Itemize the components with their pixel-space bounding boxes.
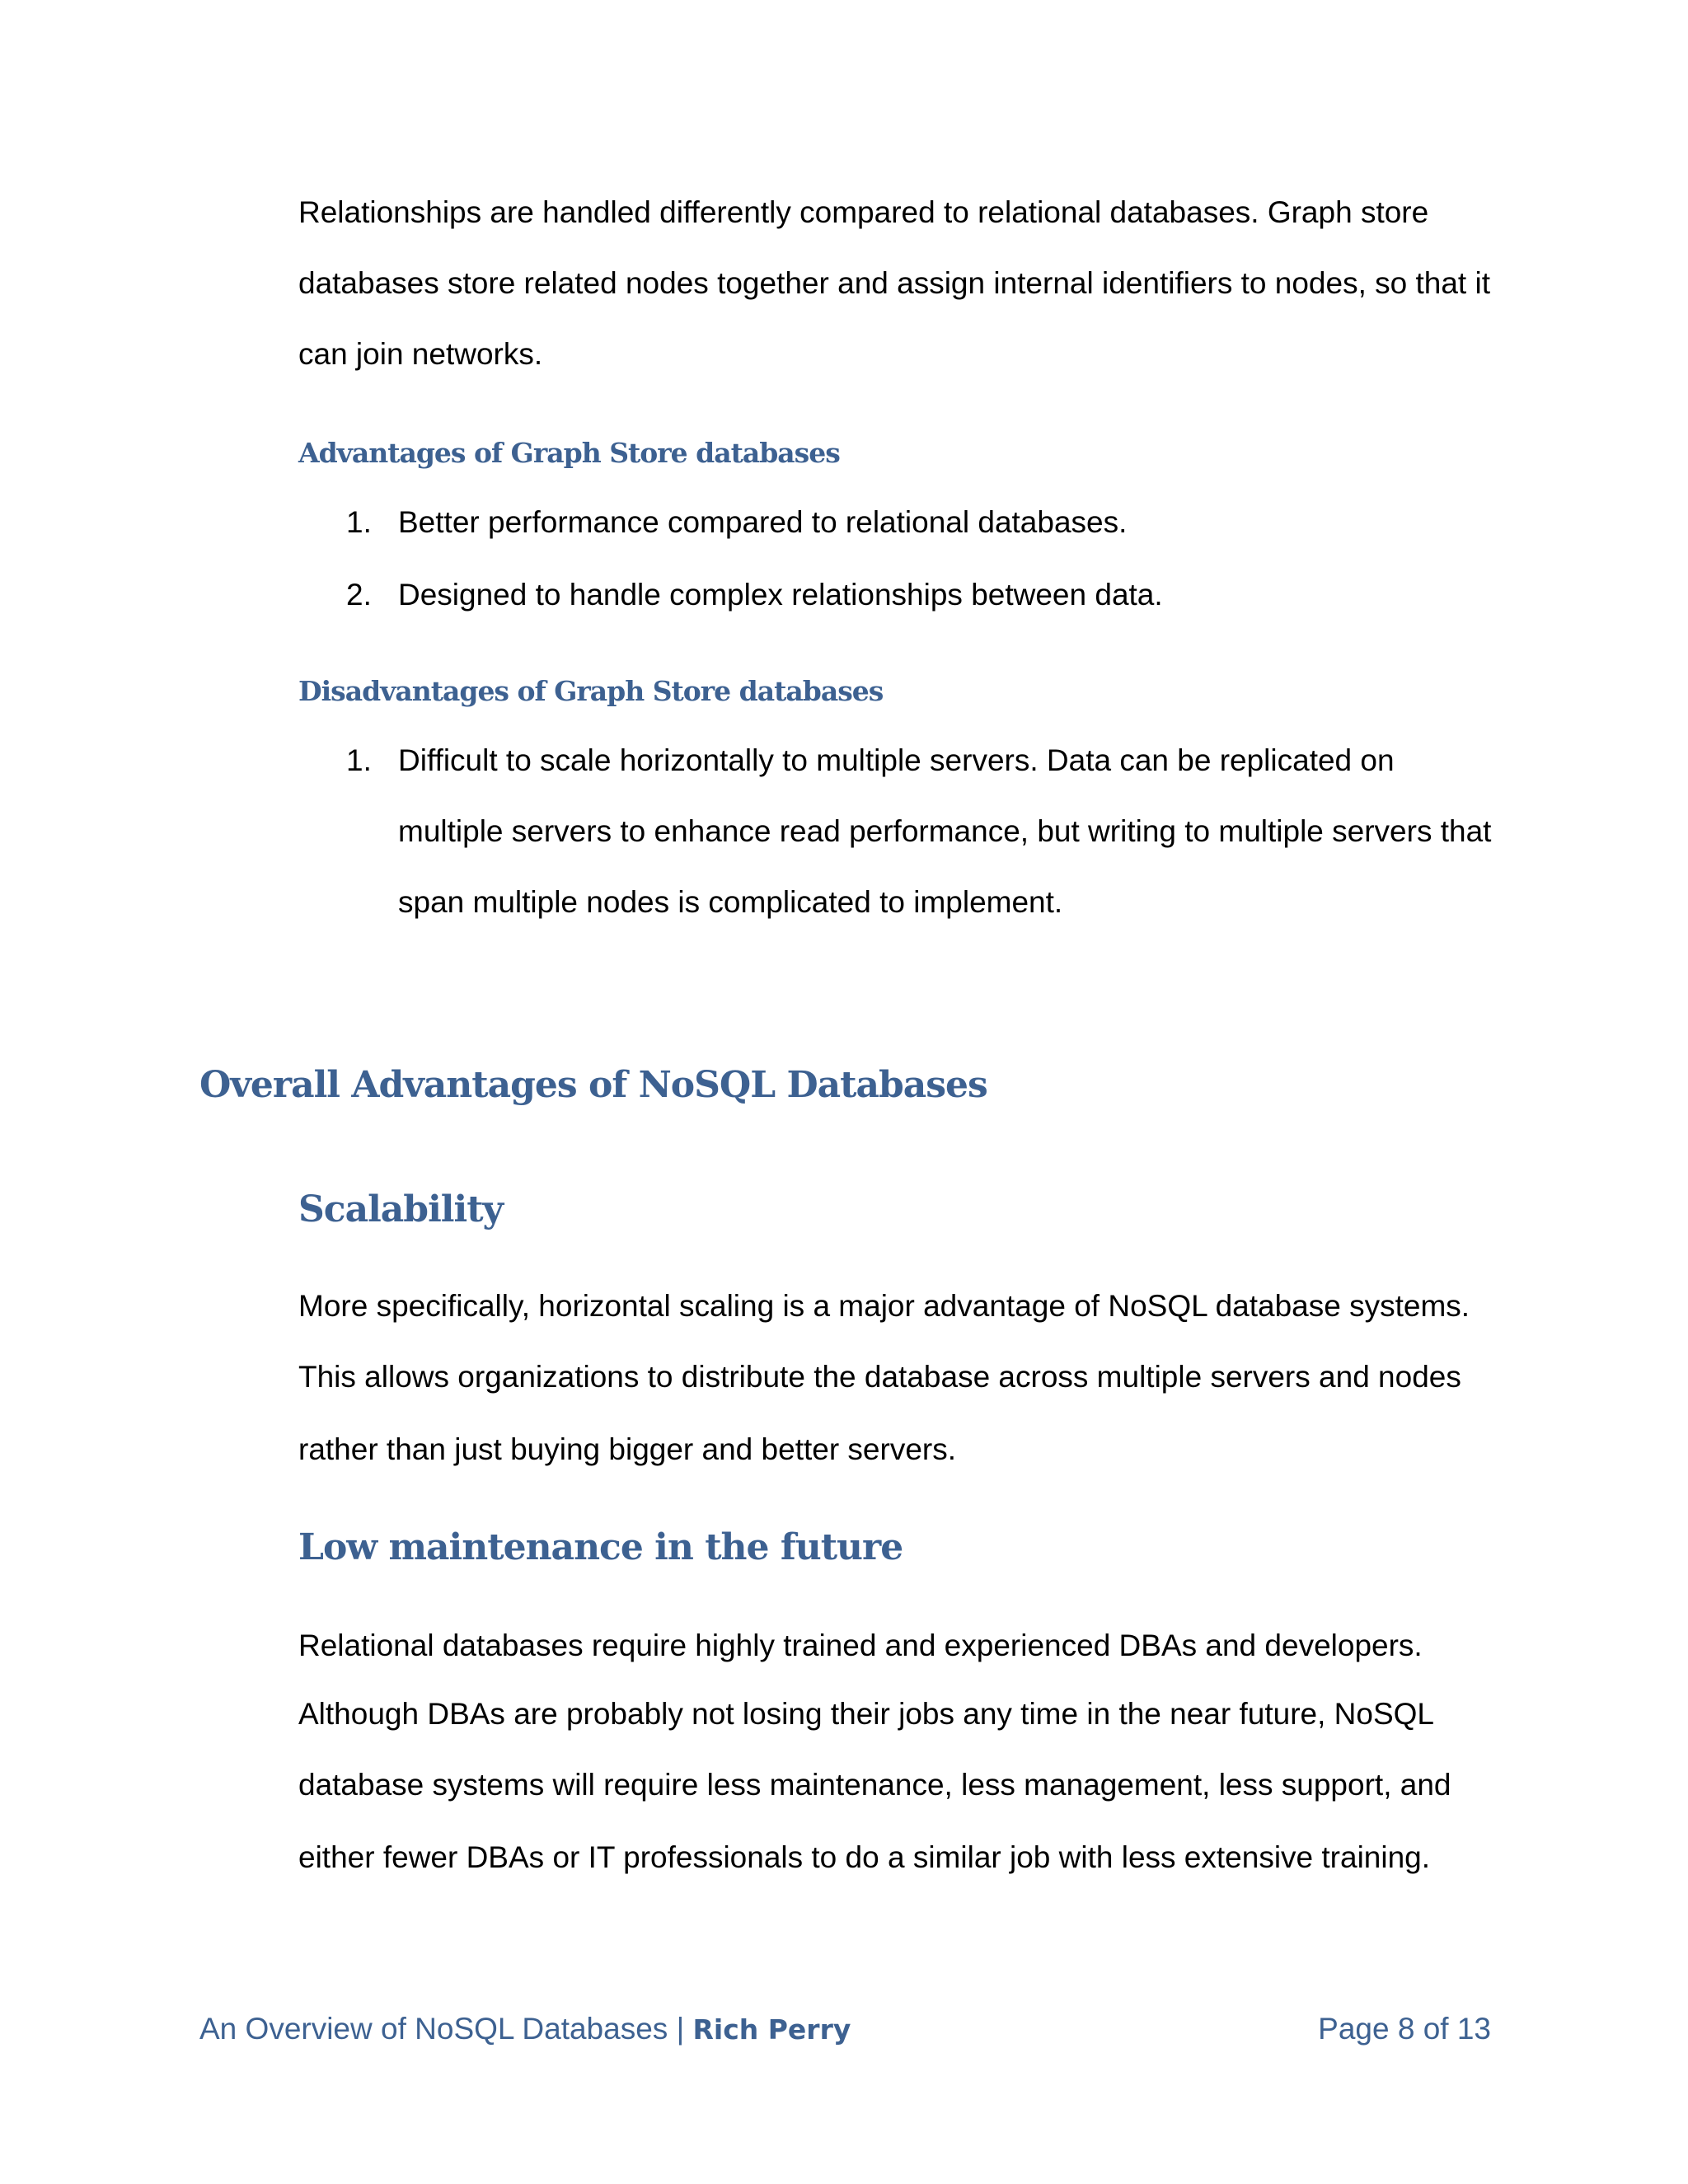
low-maintenance-line: database systems will require less maintenance, less management, less support, and bbox=[298, 1768, 1451, 1802]
footer-separator: | bbox=[676, 2012, 685, 2046]
list-item-text: Designed to handle complex relationships between data. bbox=[398, 578, 1163, 612]
list-item-text: Difficult to scale horizontally to multiple servers. Data can be replicated on bbox=[398, 743, 1395, 777]
list-item-text: multiple servers to enhance read performance, but writing to multiple servers that bbox=[398, 814, 1492, 848]
list-number: 2. bbox=[346, 578, 372, 612]
scalability-heading: Scalability bbox=[298, 1188, 504, 1230]
footer-title: An Overview of NoSQL Databases bbox=[199, 2012, 668, 2046]
list-number: 1. bbox=[346, 505, 372, 539]
low-maintenance-line: Although DBAs are probably not losing their jobs any time in the near future, NoSQL bbox=[298, 1697, 1434, 1731]
intro-line: Relationships are handled differently compared to relational databases. Graph store bbox=[298, 195, 1429, 229]
footer-author: Rich Perry bbox=[692, 2013, 851, 2046]
footer-page-number: Page 8 of 13 bbox=[1318, 2012, 1491, 2046]
list-item-text: span multiple nodes is complicated to implement. bbox=[398, 885, 1063, 919]
scalability-line: This allows organizations to distribute the database across multiple servers and nodes bbox=[298, 1360, 1461, 1394]
intro-line: databases store related nodes together and assign internal identifiers to nodes, so that it bbox=[298, 266, 1490, 300]
scalability-line: More specifically, horizontal scaling is a major advantage of NoSQL database systems. bbox=[298, 1289, 1470, 1323]
low-maintenance-line: either fewer DBAs or IT professionals to do a similar job with less extensive training. bbox=[298, 1840, 1431, 1874]
scalability-line: rather than just buying bigger and better servers. bbox=[298, 1432, 957, 1466]
list-item-text: Better performance compared to relational databases. bbox=[398, 505, 1128, 539]
list-number: 1. bbox=[346, 743, 372, 777]
footer-left bbox=[199, 2012, 851, 2046]
advantages-graph-heading: Advantages of Graph Store databases bbox=[298, 437, 840, 469]
disadvantages-graph-heading: Disadvantages of Graph Store databases bbox=[298, 675, 884, 707]
low-maintenance-line: Relational databases require highly trained and experienced DBAs and developers. bbox=[298, 1629, 1423, 1662]
overall-advantages-heading: Overall Advantages of NoSQL Databases bbox=[199, 1064, 987, 1106]
low-maintenance-heading: Low maintenance in the future bbox=[298, 1526, 903, 1568]
intro-line: can join networks. bbox=[298, 337, 543, 371]
